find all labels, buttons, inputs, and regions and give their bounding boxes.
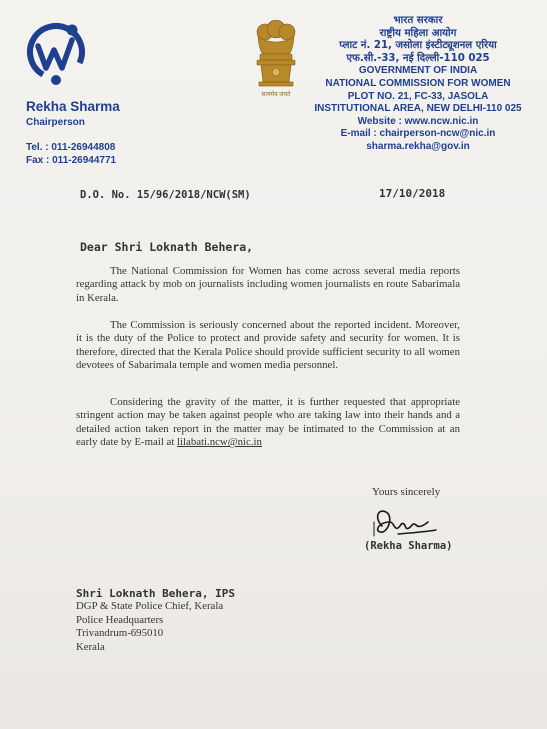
recipient-line: Trivandrum-695010 xyxy=(76,627,164,640)
reference-number: D.O. No. 15/96/2018/NCW(SM) xyxy=(80,189,251,201)
address-line: PLOT NO. 21, FC-33, JASOLA xyxy=(347,90,489,102)
paragraph-2 xyxy=(76,319,460,373)
ncw-logo-icon xyxy=(24,18,88,90)
office-address-block xyxy=(300,15,536,154)
paragraph-text: Considering the gravity of the matter, it is further requested that appropriate stringent action may be taken against people who are taking law into their hands and a detailed action taken report in the matter may be intimated to the Commission at an early date by E-mail at xyxy=(76,396,460,449)
address-line: NATIONAL COMMISSION FOR WOMEN xyxy=(325,77,511,89)
telephone-number: Tel. : 011-26944808 xyxy=(26,142,116,153)
recipient-line: DGP & State Police Chief, Kerala xyxy=(76,600,224,612)
chairperson-role: Chairperson xyxy=(26,117,85,128)
closing: Yours sincerely xyxy=(372,486,441,498)
email: E-mail : chairperson-ncw@nic.in xyxy=(340,128,496,140)
address-line: INSTITUTIONAL AREA, NEW DELHI-110 025 xyxy=(314,103,522,115)
address-line: एफ.सी.-33, नई दिल्ली-110 025 xyxy=(346,52,490,64)
address-line: प्लाट नं. 21, जसोला इंस्टीट्यूशनल एरिया xyxy=(339,40,497,52)
salutation: Dear Shri Loknath Behera, xyxy=(80,240,254,254)
email-secondary: sharma.rekha@gov.in xyxy=(366,140,470,152)
signatory-name: (Rekha Sharma) xyxy=(364,540,453,552)
chairperson-name: Rekha Sharma xyxy=(26,99,120,114)
recipient-line: Kerala xyxy=(76,640,105,653)
emblem-caption: सत्यमेव जयते xyxy=(261,92,291,98)
paragraph-3 xyxy=(76,396,460,450)
address-line: राष्ट्रीय महिला आयोग xyxy=(379,27,457,39)
paragraph-text: The Commission is seriously concerned about the reported incident. Moreover, it is the duty of the Police to protect and provide safety and security for women. It is therefore, directed that the Kerala Police should provide sufficient security to all women devotees of Sabarimala temple and women media personnel. xyxy=(76,319,460,372)
letter-date: 17/10/2018 xyxy=(379,187,446,200)
address-line: भारत सरकार xyxy=(393,15,443,26)
recipient-line: Police Headquarters xyxy=(76,613,164,626)
recipient-name: Shri Loknath Behera, IPS xyxy=(76,587,235,600)
fax-number: Fax : 011-26944771 xyxy=(26,155,117,166)
national-emblem-icon xyxy=(251,20,301,90)
website: Website : www.ncw.nic.in xyxy=(357,115,479,127)
paragraph-1 xyxy=(76,265,460,305)
address-line: GOVERNMENT OF INDIA xyxy=(358,65,478,77)
signature-icon xyxy=(368,500,440,542)
paragraph-text: The National Commission for Women has come across several media reports regarding attack by mob on journalists including women journalists en route Sabarimala in Kerala. xyxy=(76,265,460,304)
recipient-address xyxy=(76,600,223,654)
report-email-link[interactable]: lilabati.ncw@nic.in xyxy=(177,436,262,449)
